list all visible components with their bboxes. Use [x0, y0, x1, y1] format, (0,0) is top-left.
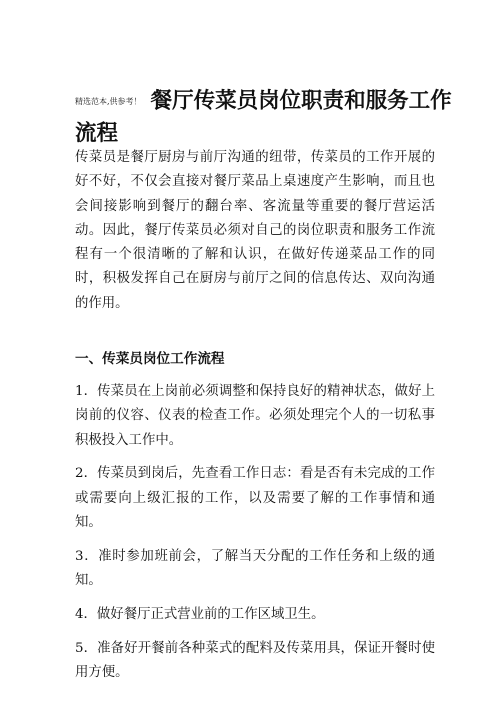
intro-paragraph: 传菜员是餐厅厨房与前厅沟通的纽带，传菜员的工作开展的好不好，不仅会直接对餐厅菜品上桌速度产生影响，而且也会间接影响到餐厅的翻台率、客流量等重要的餐厅营运活动。因此，餐厅传菜员必须对自己的岗位职责和服务工作流程有一个很清晰的了解和认识，在做好传递菜品工作的同时，积极发挥自己在厨房与前厅之间的信息传达、双向沟通的作用。 — [75, 150, 435, 311]
title-block — [75, 86, 452, 149]
step-item: 4．做好餐厅正式营业前的工作区域卫生。 — [75, 606, 325, 622]
step-item: 5．准备好开餐前各种菜式的配料及传菜用具，保证开餐时使用方便。 — [75, 640, 435, 680]
step-item: 2．传菜员到岗后，先查看工作日志：看是否有未完成的工作或需要向上级汇报的工作，以及需要了解的工作事情和通知。 — [75, 466, 435, 530]
steps-list — [75, 380, 435, 695]
reference-note: 精选范本,供参考！ — [75, 96, 142, 106]
step-item: 1．传菜员在上岗前必须调整和保持良好的精神状态，做好上岗前的仪容、仪表的检查工作。必须处理完个人的一切私事积极投入工作中。 — [75, 384, 435, 448]
document-title-continued: 流程 — [75, 120, 119, 146]
title-line — [75, 86, 452, 117]
step-item: 3．准时参加班前会，了解当天分配的工作任务和上级的通知。 — [75, 548, 435, 589]
section-heading: 一、传菜员岗位工作流程 — [75, 351, 225, 367]
document-title: 餐厅传菜员岗位职责和服务工作 — [150, 88, 452, 114]
